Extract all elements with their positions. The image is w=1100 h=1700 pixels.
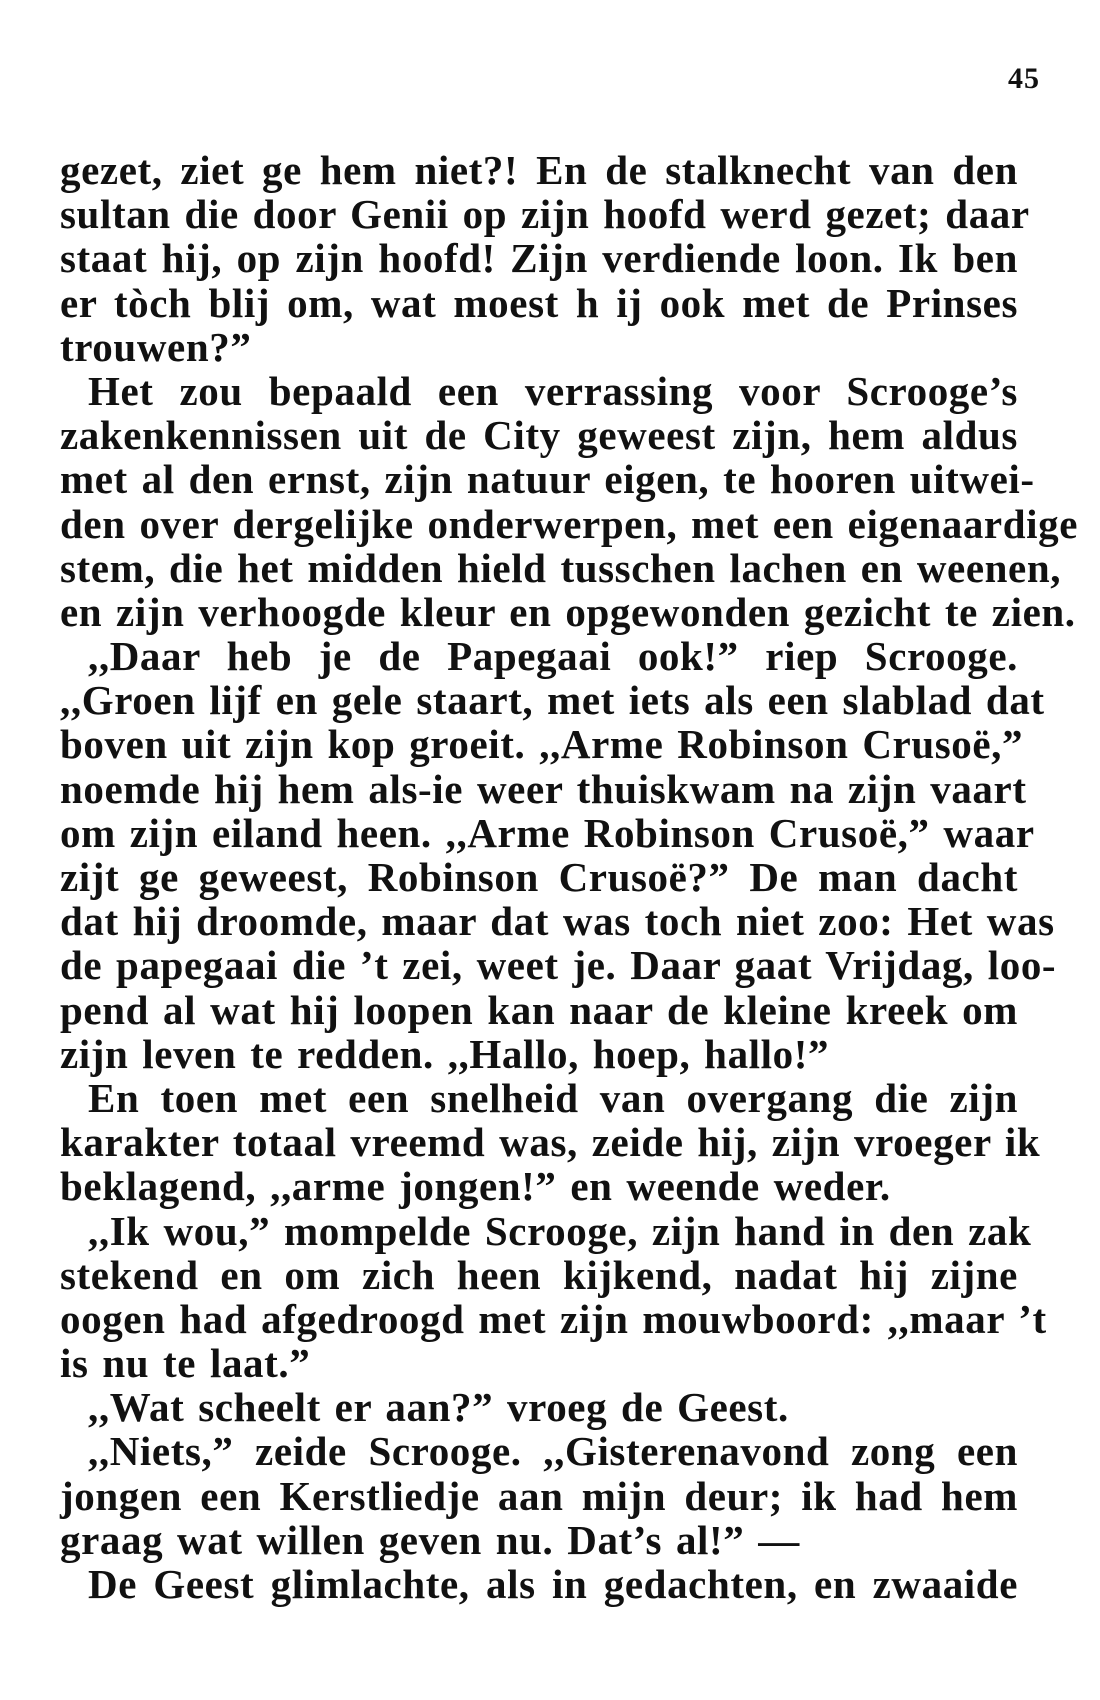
text-line: de papegaai die ’t zei, weet je. Daar gaat Vrijdag, loo- bbox=[60, 942, 1057, 989]
text-line: graag wat willen geven nu. Dat’s al!” — bbox=[60, 1516, 800, 1563]
text-line: zakenkennissen uit de City geweest zijn, hem aldus bbox=[60, 412, 1018, 459]
text-line: om zijn eiland heen. ,,Arme Robinson Crusoë,” waar bbox=[60, 809, 1035, 856]
text-line: beklagend, ,,arme jongen!” en weende weder. bbox=[60, 1163, 891, 1210]
text-line: stekend en om zich heen kijkend, nadat hij zijne bbox=[60, 1251, 1018, 1298]
text-line: trouwen?” bbox=[60, 323, 252, 370]
text-line: is nu te laat.” bbox=[60, 1340, 311, 1387]
text-line: staat hij, op zijn hoofd! Zijn verdiende loon. Ik ben bbox=[60, 235, 1018, 282]
text-line: pend al wat hij loopen kan naar de kleine kreek om bbox=[60, 986, 1018, 1033]
text-line: dat hij droomde, maar dat was toch niet zoo: Het was bbox=[60, 898, 1055, 945]
text-line: noemde hij hem als-ie weer thuiskwam na zijn vaart bbox=[60, 765, 1027, 812]
text-line: ,,Wat scheelt er aan?” vroeg de Geest. bbox=[88, 1384, 789, 1431]
text-line: stem, die het midden hield tusschen lachen en weenen, bbox=[60, 544, 1062, 591]
page-number: 45 bbox=[1008, 62, 1040, 95]
text-line: met al den ernst, zijn natuur eigen, te hooren uitwei- bbox=[60, 456, 1035, 503]
text-line: Het zou bepaald een verrassing voor Scrooge’s bbox=[88, 367, 1018, 414]
text-line: ,,Ik wou,” mompelde Scrooge, zijn hand in den zak bbox=[88, 1207, 1032, 1254]
text-line: gezet, ziet ge hem niet?! En de stalknecht van den bbox=[60, 147, 1018, 193]
text-line: zijt ge geweest, Robinson Crusoë?” De man dacht bbox=[60, 854, 1018, 900]
text-line: karakter totaal vreemd was, zeide hij, zijn vroeger ik bbox=[60, 1119, 1041, 1166]
text-line: De Geest glimlachte, als in gedachten, en zwaaide bbox=[88, 1561, 1018, 1607]
text-line: ,,Groen lijf en gele staart, met iets als een slablad dat bbox=[60, 677, 1045, 724]
text-line: zijn leven te redden. ,,Hallo, hoep, hallo!” bbox=[60, 1030, 830, 1077]
text-line: ,,Daar heb je de Papegaai ook!” riep Scrooge. bbox=[88, 633, 1018, 680]
text-line: En toen met een snelheid van overgang die zijn bbox=[88, 1074, 1018, 1121]
text-line: ,,Niets,” zeide Scrooge. ,,Gisterenavond zong een bbox=[88, 1428, 1018, 1475]
text-line: den over dergelijke onderwerpen, met een eigenaardige bbox=[60, 500, 1079, 547]
text-line: sultan die door Genii op zijn hoofd werd gezet; daar bbox=[60, 191, 1030, 238]
text-line: oogen had afgedroogd met zijn mouwboord: ,,maar ’t bbox=[60, 1295, 1047, 1342]
text-line: jongen een Kerstliedje aan mijn deur; ik had hem bbox=[60, 1472, 1018, 1519]
text-line: er tòch blij om, wat moest h ij ook met de Prinses bbox=[60, 279, 1018, 326]
text-line: en zijn verhoogde kleur en opgewonden gezicht te zien. bbox=[60, 588, 1076, 635]
body-text bbox=[60, 147, 1079, 1607]
text-line: boven uit zijn kop groeit. ,,Arme Robinson Crusoë,” bbox=[60, 721, 1024, 768]
